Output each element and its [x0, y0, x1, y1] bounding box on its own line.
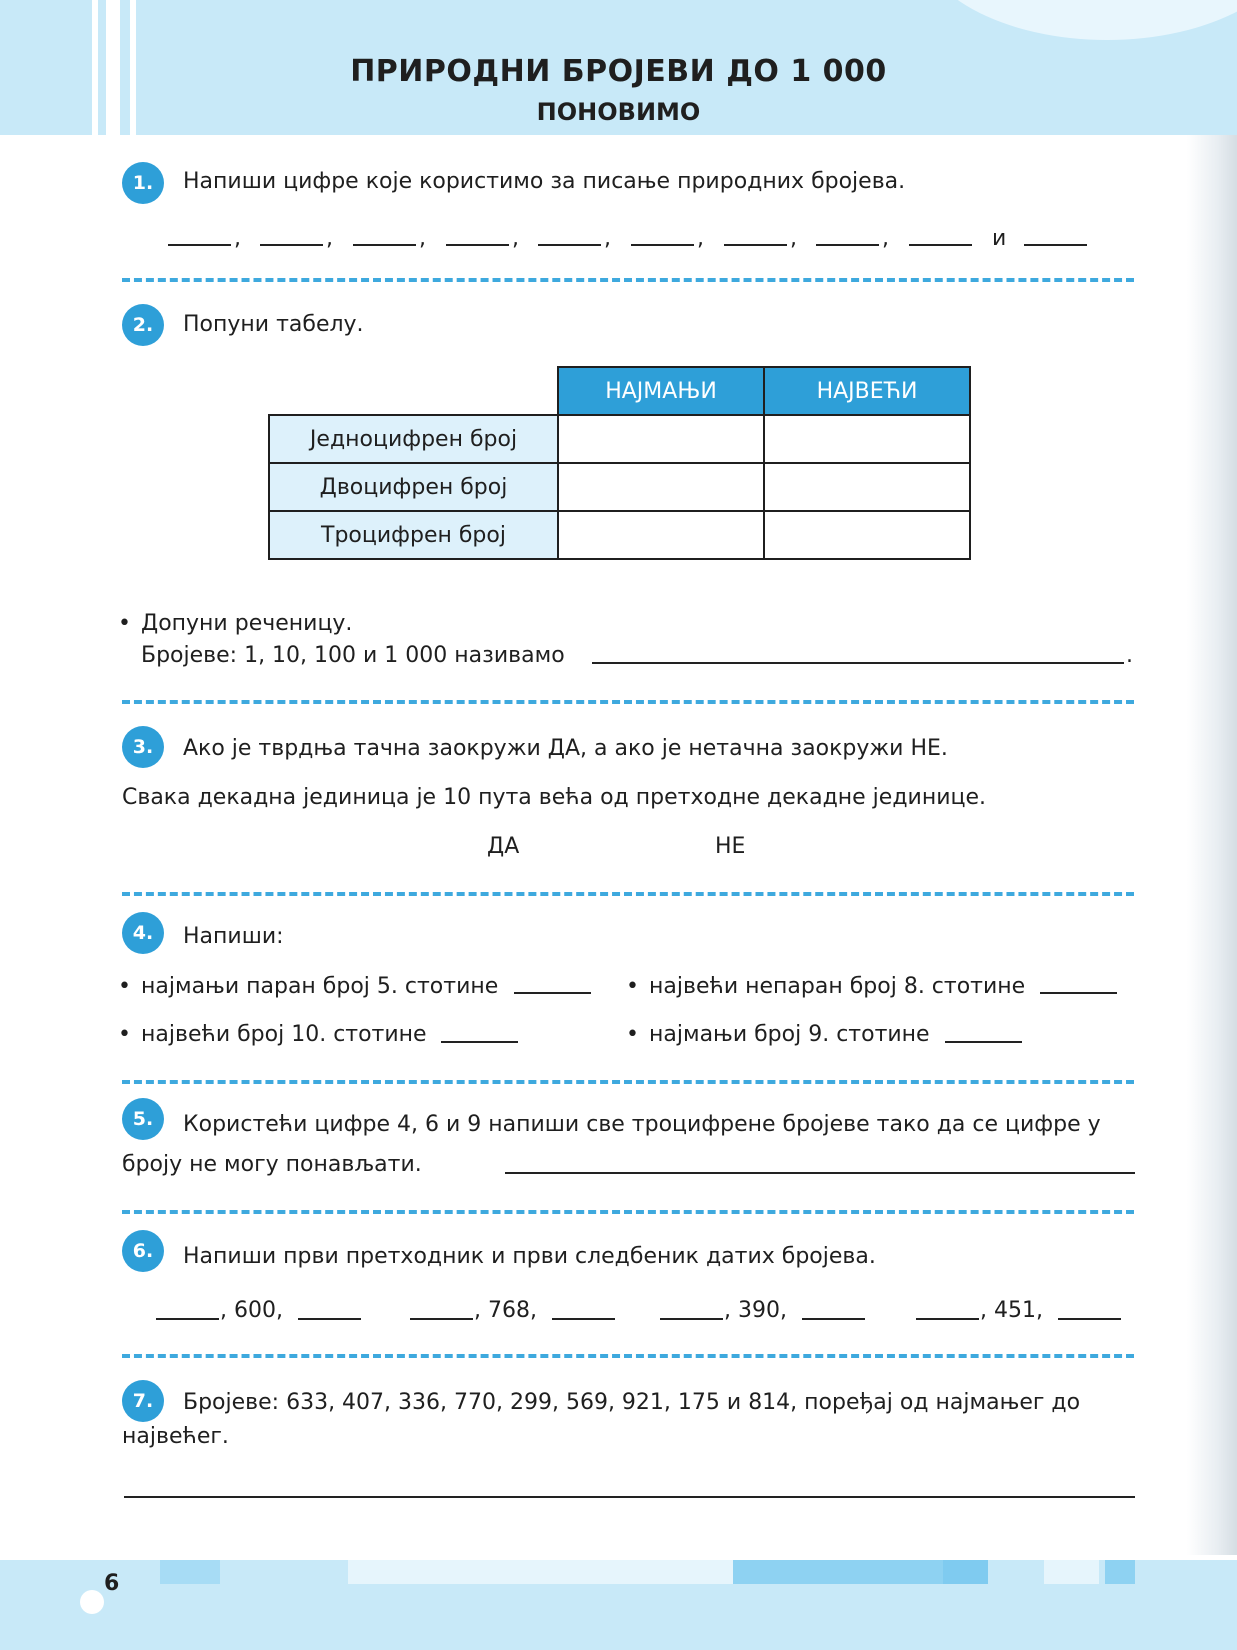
- comma: ,: [882, 226, 889, 251]
- comma: ,: [697, 226, 704, 251]
- section-divider: [122, 892, 1134, 896]
- answer-blank[interactable]: [1040, 992, 1117, 994]
- task-6-number: 6.: [122, 1230, 164, 1272]
- digit-blank[interactable]: [909, 244, 972, 246]
- task-4-item: највећи непаран број 8. стотине: [649, 974, 1026, 999]
- task-7-text: Бројеве: 633, 407, 336, 770, 299, 569, 921, 175 и 814, поређај од најмањег до: [183, 1390, 1081, 1415]
- task-4-item: највећи број 10. стотине: [141, 1022, 427, 1047]
- digit-blank[interactable]: [538, 244, 601, 246]
- task-3-text: Ако је тврдња тачна заокружи ДА, а ако је нетачна заокружи НЕ.: [183, 736, 948, 761]
- bullet: •: [626, 974, 639, 999]
- task-5-number: 5.: [122, 1098, 164, 1140]
- task-5-text: Користећи цифре 4, 6 и 9 напиши све троцифрене бројеве тако да се цифре у: [183, 1112, 1101, 1137]
- answer-no[interactable]: НЕ: [715, 834, 746, 859]
- answer-blank[interactable]: [124, 1496, 1135, 1498]
- successor-blank[interactable]: [802, 1318, 865, 1320]
- task-1-text: Напиши цифре које користимо за писање природних бројева.: [183, 169, 906, 194]
- sentence-text: Бројеве: 1, 10, 100 и 1 000 називамо: [141, 643, 565, 668]
- answer-blank[interactable]: [441, 1041, 518, 1043]
- bullet: •: [626, 1022, 639, 1047]
- table-answer-cell[interactable]: [558, 415, 764, 463]
- answer-blank[interactable]: [505, 1172, 1135, 1174]
- task-3-number: 3.: [122, 726, 164, 768]
- digits-table: [268, 366, 971, 560]
- task-5-text-line2: броју не могу понављати.: [122, 1152, 422, 1177]
- answer-blank[interactable]: [945, 1041, 1022, 1043]
- task-1-number: 1.: [122, 162, 164, 204]
- answer-yes[interactable]: ДА: [487, 834, 520, 859]
- and-word: и: [992, 226, 1007, 251]
- section-divider: [122, 1080, 1134, 1084]
- predecessor-blank[interactable]: [156, 1318, 219, 1320]
- table-row-label: Двоцифрен број: [269, 463, 558, 511]
- comma: ,: [790, 226, 797, 251]
- page-number: 6: [104, 1571, 120, 1596]
- table-header-smallest: НАЈМАЊИ: [558, 367, 764, 415]
- comma: ,: [234, 226, 241, 251]
- given-number: , 390,: [724, 1298, 787, 1323]
- digit-blank[interactable]: [260, 244, 323, 246]
- successor-blank[interactable]: [552, 1318, 615, 1320]
- task-4-number: 4.: [122, 912, 164, 954]
- task-6-text: Напиши први претходник и први следбеник датих бројева.: [183, 1244, 876, 1269]
- sentence-intro: Допуни реченицу.: [141, 611, 353, 636]
- task-4-item: најмањи паран број 5. стотине: [141, 974, 499, 999]
- bullet: •: [118, 1022, 131, 1047]
- table-answer-cell[interactable]: [558, 511, 764, 559]
- predecessor-blank[interactable]: [410, 1318, 473, 1320]
- comma: ,: [512, 226, 519, 251]
- digit-blank[interactable]: [816, 244, 879, 246]
- digit-blank[interactable]: [724, 244, 787, 246]
- digit-blank[interactable]: [446, 244, 509, 246]
- bullet: •: [118, 974, 131, 999]
- given-number: , 600,: [220, 1298, 283, 1323]
- task-4-item: најмањи број 9. стотине: [649, 1022, 930, 1047]
- table-answer-cell[interactable]: [764, 415, 970, 463]
- table-row-label: Троцифрен број: [269, 511, 558, 559]
- page-title: ПРИРОДНИ БРОЈЕВИ ДО 1 000: [350, 54, 887, 89]
- table-answer-cell[interactable]: [558, 463, 764, 511]
- digit-blank[interactable]: [631, 244, 694, 246]
- footer-band: [160, 1560, 220, 1584]
- sentence-period: .: [1126, 643, 1133, 668]
- successor-blank[interactable]: [298, 1318, 361, 1320]
- footer-band: [1044, 1560, 1099, 1584]
- table-answer-cell[interactable]: [764, 463, 970, 511]
- comma: ,: [604, 226, 611, 251]
- page-subtitle: ПОНОВИМО: [536, 98, 701, 126]
- successor-blank[interactable]: [1058, 1318, 1121, 1320]
- footer-band: [943, 1560, 988, 1584]
- table-row-label: Једноцифрен број: [269, 415, 558, 463]
- task-7-number: 7.: [122, 1380, 164, 1422]
- predecessor-blank[interactable]: [660, 1318, 723, 1320]
- task-4-text: Напиши:: [183, 924, 284, 949]
- task-7-text-line2: највећег.: [122, 1424, 229, 1449]
- footer-band: [1105, 1560, 1135, 1584]
- predecessor-blank[interactable]: [916, 1318, 979, 1320]
- comma: ,: [419, 226, 426, 251]
- footer-band: [348, 1560, 733, 1584]
- section-divider: [122, 1210, 1134, 1214]
- footer-band: [733, 1560, 943, 1584]
- table-answer-cell[interactable]: [764, 511, 970, 559]
- table-header-largest: НАЈВЕЋИ: [764, 367, 970, 415]
- table-corner: [269, 367, 558, 415]
- answer-blank[interactable]: [514, 992, 591, 994]
- page-number-circle: [80, 1590, 104, 1614]
- section-divider: [122, 1354, 1134, 1358]
- page-edge-shadow: [1187, 135, 1237, 1555]
- section-divider: [122, 700, 1134, 704]
- given-number: , 451,: [980, 1298, 1043, 1323]
- task-2-number: 2.: [122, 304, 164, 346]
- digit-blank[interactable]: [168, 244, 231, 246]
- task-3-statement: Свака декадна јединица је 10 пута већа од претходне декадне јединице.: [122, 785, 987, 810]
- digit-blank[interactable]: [1024, 244, 1087, 246]
- comma: ,: [326, 226, 333, 251]
- given-number: , 768,: [474, 1298, 537, 1323]
- section-divider: [122, 278, 1134, 282]
- digit-blank[interactable]: [353, 244, 416, 246]
- sentence-blank[interactable]: [592, 662, 1124, 664]
- bullet: •: [118, 611, 131, 636]
- task-2-text: Попуни табелу.: [183, 312, 364, 337]
